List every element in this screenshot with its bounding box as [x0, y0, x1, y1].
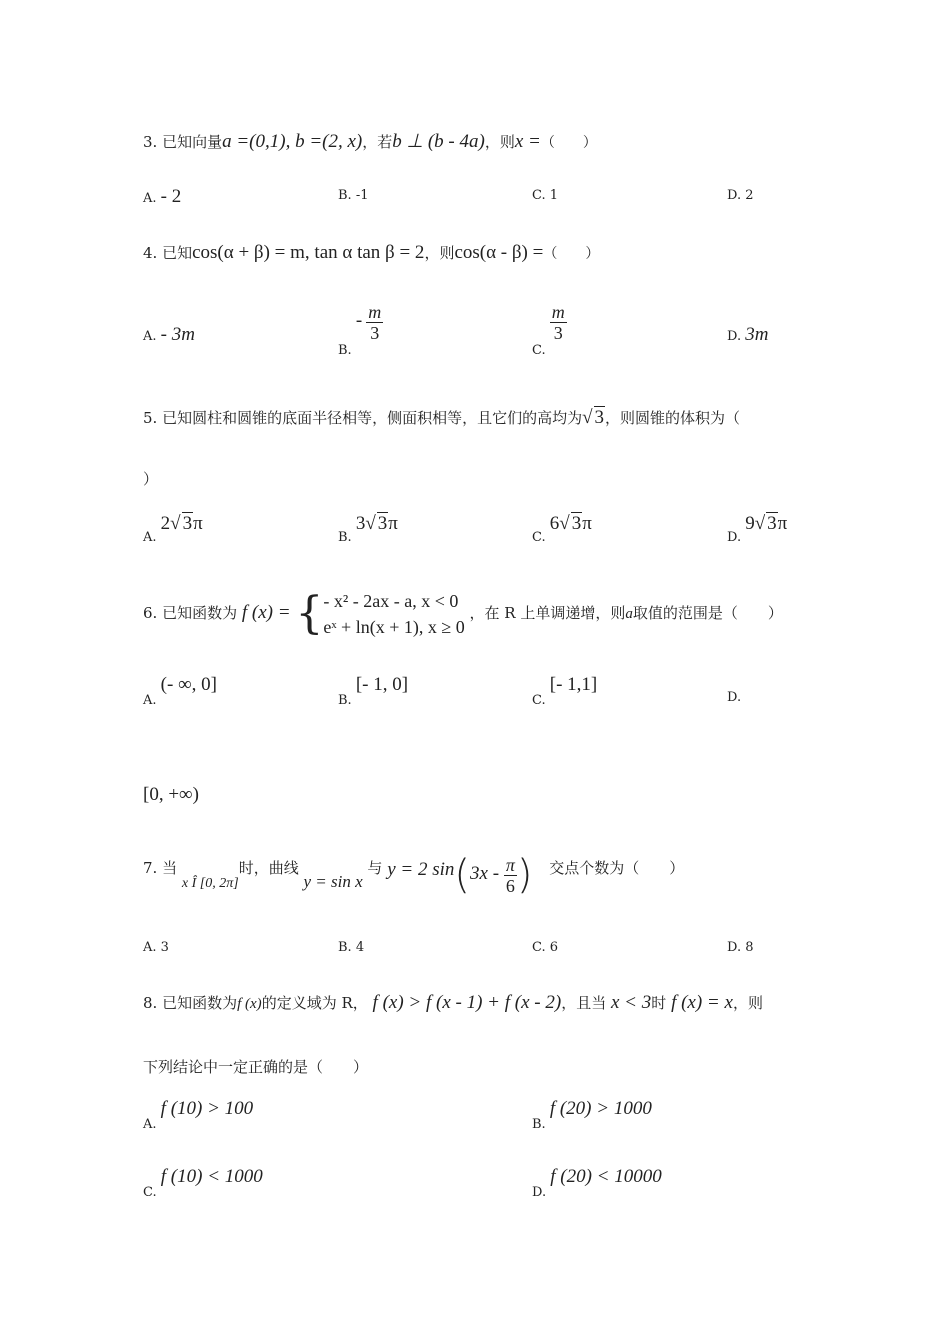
option-value: f (10) < 1000 [160, 1166, 263, 1187]
coefficient: 2 [160, 513, 171, 534]
left-brace: { [295, 588, 324, 639]
option-b[interactable] [532, 1098, 652, 1132]
variable: a [625, 606, 633, 622]
math-expression: y = 2 sin [387, 859, 455, 880]
question-number: 7. [143, 859, 158, 877]
numerator: π [505, 854, 515, 875]
question-number: 4. [143, 244, 158, 262]
right-paren: ) [516, 852, 533, 898]
question-text: ，则 [484, 133, 515, 151]
option-c[interactable] [532, 302, 567, 358]
numerator: m [551, 302, 565, 322]
option-value: -1 [355, 188, 369, 203]
question-6 [143, 588, 783, 640]
answer-blank: （ ） [543, 247, 600, 262]
option-value: 6√ 3π [549, 513, 592, 534]
fraction [366, 302, 383, 343]
option-label: B. [532, 1117, 546, 1132]
question-number: 6. [143, 604, 158, 622]
question-number: 3. [143, 133, 158, 151]
option-label: C. [532, 940, 546, 955]
option-label: C. [532, 693, 546, 708]
option-value: 8 [745, 940, 754, 955]
question-text: 已知 [162, 244, 193, 262]
question-text: ，则圆锥的体积为（ [605, 409, 741, 427]
option-value: (- ∞, 0] [160, 674, 217, 695]
radicand: 3 [594, 407, 605, 428]
piecewise-function [295, 588, 464, 640]
question-text: 当 [162, 859, 178, 877]
denominator: 6 [505, 875, 515, 896]
question-text: ，且当 [561, 994, 607, 1012]
denominator: 3 [370, 323, 380, 343]
question-text: 时 [651, 994, 667, 1012]
option-value: [0, +∞) [143, 784, 199, 805]
option-label: D. [727, 329, 742, 344]
coefficient: 3 [355, 513, 366, 534]
option-label: A. [143, 191, 157, 206]
option-value: - 3m [160, 324, 195, 345]
option-d-value[interactable] [143, 784, 199, 806]
question-number: 8. [143, 994, 158, 1012]
option-value: [- 1,1] [549, 674, 598, 695]
question-5-cont: ） [143, 470, 159, 488]
option-label: B. [338, 530, 352, 545]
option-label: A. [143, 940, 157, 955]
option-label: C. [532, 530, 546, 545]
option-label: C. [143, 1185, 157, 1200]
question-8 [143, 992, 763, 1014]
radicand: 3 [767, 513, 777, 534]
math-expression: cos(α + β) = m, tan α tan β = 2 [192, 242, 425, 263]
option-d[interactable] [727, 940, 754, 955]
option-d[interactable] [727, 188, 754, 203]
math-expression: 3x - [470, 863, 500, 884]
question-7 [143, 852, 684, 898]
math-expression: cos(α - β) = [454, 242, 544, 263]
option-value: 3m [745, 324, 769, 345]
pi-symbol: π [193, 513, 203, 534]
option-c[interactable] [532, 940, 558, 955]
option-b[interactable] [338, 188, 369, 203]
option-label: A. [143, 693, 157, 708]
option-value: 1 [549, 188, 559, 203]
left-paren: ( [454, 852, 471, 898]
question-number: 5. [143, 409, 158, 427]
pi-symbol: π [777, 513, 788, 534]
option-b[interactable] [338, 302, 383, 358]
math-expression: x < 3 [611, 992, 652, 1013]
option-sign: - [355, 310, 363, 331]
option-label: B. [338, 693, 352, 708]
pi-symbol: π [388, 513, 398, 534]
option-a[interactable] [143, 674, 217, 708]
coefficient: 6 [549, 513, 560, 534]
option-value: f (10) > 100 [160, 1098, 254, 1119]
option-label: D. [727, 940, 742, 955]
option-a[interactable] [143, 186, 181, 208]
question-text: 已知圆柱和圆锥的底面半径相等，侧面积相等，且它们的高均为 [162, 409, 583, 427]
question-text: 取值的范围是（ ） [632, 604, 783, 622]
option-value: - 2 [160, 186, 182, 207]
question-4 [143, 242, 599, 264]
numerator: m [368, 302, 382, 322]
case-1: - x² - 2ax - a, x < 0 [323, 591, 459, 611]
option-value: 2√ 3π [160, 513, 203, 534]
question-text: 与 [367, 859, 383, 877]
option-label: A. [143, 1117, 157, 1132]
denominator: 3 [553, 323, 563, 343]
math-expression: x = [514, 131, 541, 152]
coefficient: 9 [745, 513, 755, 534]
option-a[interactable] [143, 940, 169, 955]
option-label: B. [338, 940, 352, 955]
question-text: ，则 [732, 994, 763, 1012]
math-expression: f (x) = x [671, 992, 733, 1013]
option-value: 9√ 3π [745, 513, 788, 534]
option-value: [- 1, 0] [355, 674, 409, 695]
option-c[interactable] [532, 512, 592, 545]
option-value: 6 [549, 940, 559, 955]
option-label: D. [727, 530, 742, 545]
question-text: ，若 [362, 133, 393, 151]
question-3 [143, 130, 597, 153]
option-label: D. [727, 188, 742, 203]
radicand: 3 [182, 513, 193, 534]
option-label: A. [143, 530, 157, 545]
radicand: 3 [377, 513, 388, 534]
option-a[interactable] [143, 512, 203, 545]
option-label: C. [532, 188, 546, 203]
fraction [550, 302, 567, 343]
question-5 [143, 406, 740, 429]
question-text: 已知函数为 [162, 994, 238, 1012]
math-expression: a =(0,1), b =(2, x) [222, 131, 363, 152]
option-a[interactable] [143, 1098, 253, 1132]
question-text: ，则 [424, 244, 455, 262]
option-b[interactable] [338, 512, 398, 545]
math-expression: f (x) > f (x - 1) + f (x - 2) [372, 992, 562, 1013]
radicand: 3 [571, 513, 582, 534]
question-text: ，在 R 上单调递增，则 [469, 604, 626, 622]
math-condition: x Î [0, 2π] [181, 876, 239, 891]
option-a[interactable] [143, 324, 195, 346]
math-expression: b ⊥ (b - 4a) [392, 131, 485, 152]
option-c[interactable] [532, 674, 597, 708]
question-text: 时，曲线 [238, 859, 299, 877]
option-b[interactable] [338, 940, 364, 955]
option-label: B. [338, 343, 352, 358]
question-8-cont: 下列结论中一定正确的是（ ） [143, 1058, 369, 1076]
option-d[interactable] [532, 1166, 662, 1200]
fraction [504, 855, 517, 896]
pi-symbol: π [582, 513, 592, 534]
option-value: f (20) > 1000 [549, 1098, 652, 1119]
question-text: 已知向量 [162, 133, 223, 151]
option-d[interactable] [727, 512, 787, 545]
option-d[interactable] [727, 324, 768, 346]
option-value: 3√ 3π [355, 513, 398, 534]
sqrt-expression: √ 3 [582, 407, 605, 428]
answer-blank: （ ） [540, 136, 597, 151]
option-label: C. [532, 343, 546, 358]
question-text: 的定义域为 R， [261, 994, 368, 1012]
function-name: f (x) = [241, 602, 291, 623]
option-value: f (20) < 10000 [550, 1166, 662, 1187]
option-b[interactable] [338, 674, 408, 708]
question-text: 已知函数为 [162, 604, 238, 622]
case-2: eˣ + ln(x + 1), x ≥ 0 [323, 617, 465, 637]
option-label: D. [532, 1185, 547, 1200]
option-c[interactable] [143, 1166, 263, 1200]
option-value: 2 [745, 188, 754, 203]
math-expression: y = sin x [303, 872, 363, 891]
cases [323, 588, 464, 640]
option-c[interactable] [532, 188, 558, 203]
option-label: D. [727, 690, 742, 705]
option-label: B. [338, 188, 352, 203]
option-value: 4 [355, 940, 365, 955]
question-text: 交点个数为（ ） [549, 859, 685, 877]
function-name: f (x) [237, 996, 262, 1012]
option-d[interactable] [727, 690, 741, 705]
option-value: 3 [160, 940, 169, 955]
option-label: A. [143, 329, 157, 344]
